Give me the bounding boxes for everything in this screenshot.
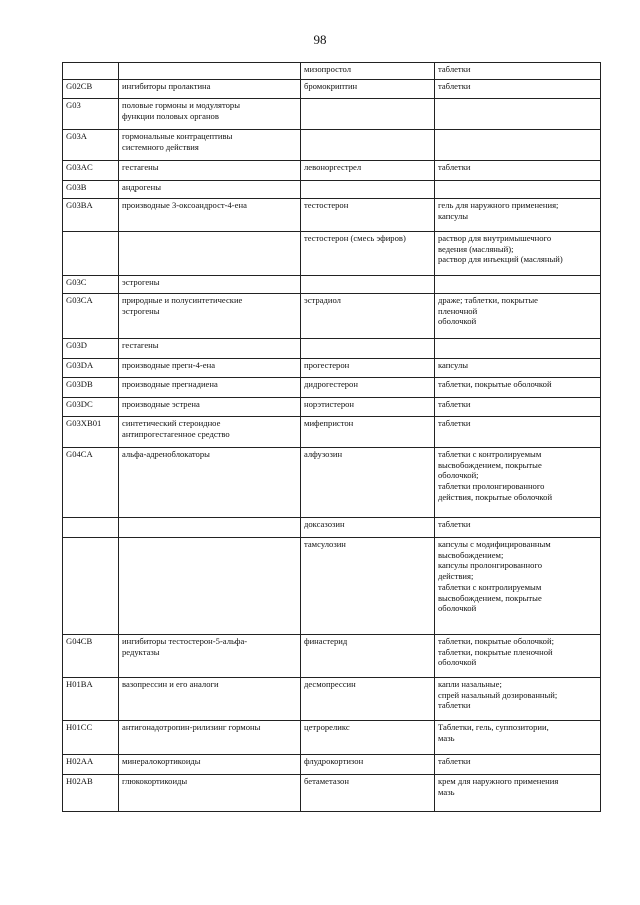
- dosage-form-cell: крем для наружного применения мазь: [435, 775, 601, 812]
- dosage-form-cell: таблетки: [435, 161, 601, 181]
- group-name-cell: гормональные контрацептивы системного действия: [119, 130, 301, 161]
- atc-code-cell: G03CA: [63, 294, 119, 339]
- table-row: [63, 161, 601, 181]
- group-name-cell: половые гормоны и модуляторы функции половых органов: [119, 99, 301, 130]
- drug-name-cell: дидрогестерон: [301, 378, 435, 398]
- drug-name-cell: флудрокортизон: [301, 755, 435, 775]
- table-row: [63, 339, 601, 359]
- group-name-cell: производные прегнадиена: [119, 378, 301, 398]
- table-row: [63, 359, 601, 378]
- atc-code-cell: [63, 518, 119, 538]
- table-row: [63, 80, 601, 99]
- table-row: [63, 398, 601, 417]
- atc-code-cell: G03DB: [63, 378, 119, 398]
- atc-code-cell: G03BA: [63, 199, 119, 232]
- group-name-cell: антигонадотропин-рилизинг гормоны: [119, 721, 301, 755]
- table-row: [63, 181, 601, 199]
- drug-name-cell: бетаметазон: [301, 775, 435, 812]
- drug-name-cell: мифепристон: [301, 417, 435, 448]
- atc-code-cell: [63, 538, 119, 635]
- dosage-form-cell: Таблетки, гель, суппозитории, мазь: [435, 721, 601, 755]
- table-row: [63, 63, 601, 80]
- drug-name-cell: алфузозин: [301, 448, 435, 518]
- dosage-form-cell: таблетки, покрытые оболочкой: [435, 378, 601, 398]
- drug-name-cell: эстрадиол: [301, 294, 435, 339]
- dosage-form-cell: раствор для внутримышечного ведения (масляный); раствор для инъекций (масляный): [435, 232, 601, 276]
- drug-name-cell: бромокриптин: [301, 80, 435, 99]
- table-row: [63, 99, 601, 130]
- atc-code-cell: G03AC: [63, 161, 119, 181]
- dosage-form-cell: [435, 339, 601, 359]
- dosage-form-cell: таблетки, покрытые оболочкой; таблетки, покрытые пленочной оболочкой: [435, 635, 601, 678]
- table-row: [63, 721, 601, 755]
- group-name-cell: [119, 63, 301, 80]
- group-name-cell: альфа-адреноблокаторы: [119, 448, 301, 518]
- group-name-cell: синтетический стероидное антипрогестагенное средство: [119, 417, 301, 448]
- atc-code-cell: G03XB01: [63, 417, 119, 448]
- table-row: [63, 378, 601, 398]
- atc-code-cell: H02AB: [63, 775, 119, 812]
- dosage-form-cell: таблетки с контролируемым высвобождением, покрытые оболочкой; таблетки пролонгированного действия, покрытые оболочкой: [435, 448, 601, 518]
- atc-code-cell: G03: [63, 99, 119, 130]
- group-name-cell: ингибиторы тестостерон-5-альфа- редуктазы: [119, 635, 301, 678]
- atc-code-cell: G03DC: [63, 398, 119, 417]
- drug-name-cell: финастерид: [301, 635, 435, 678]
- group-name-cell: гестагены: [119, 339, 301, 359]
- drug-table: [62, 62, 601, 812]
- table-row: [63, 755, 601, 775]
- dosage-form-cell: [435, 181, 601, 199]
- group-name-cell: ингибиторы пролактина: [119, 80, 301, 99]
- atc-code-cell: G03A: [63, 130, 119, 161]
- atc-code-cell: G03B: [63, 181, 119, 199]
- table-row: [63, 417, 601, 448]
- table-row: [63, 448, 601, 518]
- dosage-form-cell: капли назальные; спрей назальный дозированный; таблетки: [435, 678, 601, 721]
- group-name-cell: [119, 538, 301, 635]
- table-row: [63, 276, 601, 294]
- table-row: [63, 232, 601, 276]
- table-row: [63, 775, 601, 812]
- drug-name-cell: прогестерон: [301, 359, 435, 378]
- group-name-cell: природные и полусинтетические эстрогены: [119, 294, 301, 339]
- drug-name-cell: тестостерон: [301, 199, 435, 232]
- atc-code-cell: [63, 232, 119, 276]
- table-row: [63, 199, 601, 232]
- drug-name-cell: десмопрессин: [301, 678, 435, 721]
- dosage-form-cell: таблетки: [435, 63, 601, 80]
- group-name-cell: производные эстрена: [119, 398, 301, 417]
- atc-code-cell: H02AA: [63, 755, 119, 775]
- atc-code-cell: H01CC: [63, 721, 119, 755]
- drug-name-cell: [301, 339, 435, 359]
- group-name-cell: вазопрессин и его аналоги: [119, 678, 301, 721]
- table-row: [63, 635, 601, 678]
- dosage-form-cell: таблетки: [435, 80, 601, 99]
- dosage-form-cell: таблетки: [435, 417, 601, 448]
- table-row: [63, 538, 601, 635]
- dosage-form-cell: таблетки: [435, 398, 601, 417]
- dosage-form-cell: капсулы с модифицированным высвобождением; капсулы пролонгированного действия; таблетки с контролируемым высвобождением, покрытые оболочкой: [435, 538, 601, 635]
- dosage-form-cell: таблетки: [435, 518, 601, 538]
- table-row: [63, 130, 601, 161]
- group-name-cell: [119, 232, 301, 276]
- group-name-cell: андрогены: [119, 181, 301, 199]
- dosage-form-cell: таблетки: [435, 755, 601, 775]
- drug-name-cell: [301, 181, 435, 199]
- drug-name-cell: доксазозин: [301, 518, 435, 538]
- drug-name-cell: цетрореликс: [301, 721, 435, 755]
- group-name-cell: эстрогены: [119, 276, 301, 294]
- drug-name-cell: [301, 276, 435, 294]
- atc-code-cell: G04CB: [63, 635, 119, 678]
- table-row: [63, 678, 601, 721]
- group-name-cell: гестагены: [119, 161, 301, 181]
- dosage-form-cell: [435, 130, 601, 161]
- atc-code-cell: G03D: [63, 339, 119, 359]
- group-name-cell: глюкокортикоиды: [119, 775, 301, 812]
- dosage-form-cell: драже; таблетки, покрытые пленочной оболочкой: [435, 294, 601, 339]
- table-body: [63, 63, 601, 812]
- drug-name-cell: [301, 99, 435, 130]
- atc-code-cell: G02CB: [63, 80, 119, 99]
- atc-code-cell: G03DA: [63, 359, 119, 378]
- dosage-form-cell: [435, 276, 601, 294]
- drug-name-cell: мизопростол: [301, 63, 435, 80]
- atc-code-cell: H01BA: [63, 678, 119, 721]
- dosage-form-cell: капсулы: [435, 359, 601, 378]
- group-name-cell: производные 3-оксоандрост-4-ена: [119, 199, 301, 232]
- atc-code-cell: G04CA: [63, 448, 119, 518]
- drug-name-cell: тестостерон (смесь эфиров): [301, 232, 435, 276]
- group-name-cell: производные прегн-4-ена: [119, 359, 301, 378]
- drug-name-cell: [301, 130, 435, 161]
- table-row: [63, 518, 601, 538]
- drug-name-cell: норэтистерон: [301, 398, 435, 417]
- dosage-form-cell: гель для наружного применения; капсулы: [435, 199, 601, 232]
- drug-name-cell: тамсулозин: [301, 538, 435, 635]
- group-name-cell: [119, 518, 301, 538]
- dosage-form-cell: [435, 99, 601, 130]
- drug-name-cell: левоноргестрел: [301, 161, 435, 181]
- atc-code-cell: [63, 63, 119, 80]
- table-row: [63, 294, 601, 339]
- page-number: 98: [313, 32, 327, 47]
- group-name-cell: минералокортикоиды: [119, 755, 301, 775]
- atc-code-cell: G03C: [63, 276, 119, 294]
